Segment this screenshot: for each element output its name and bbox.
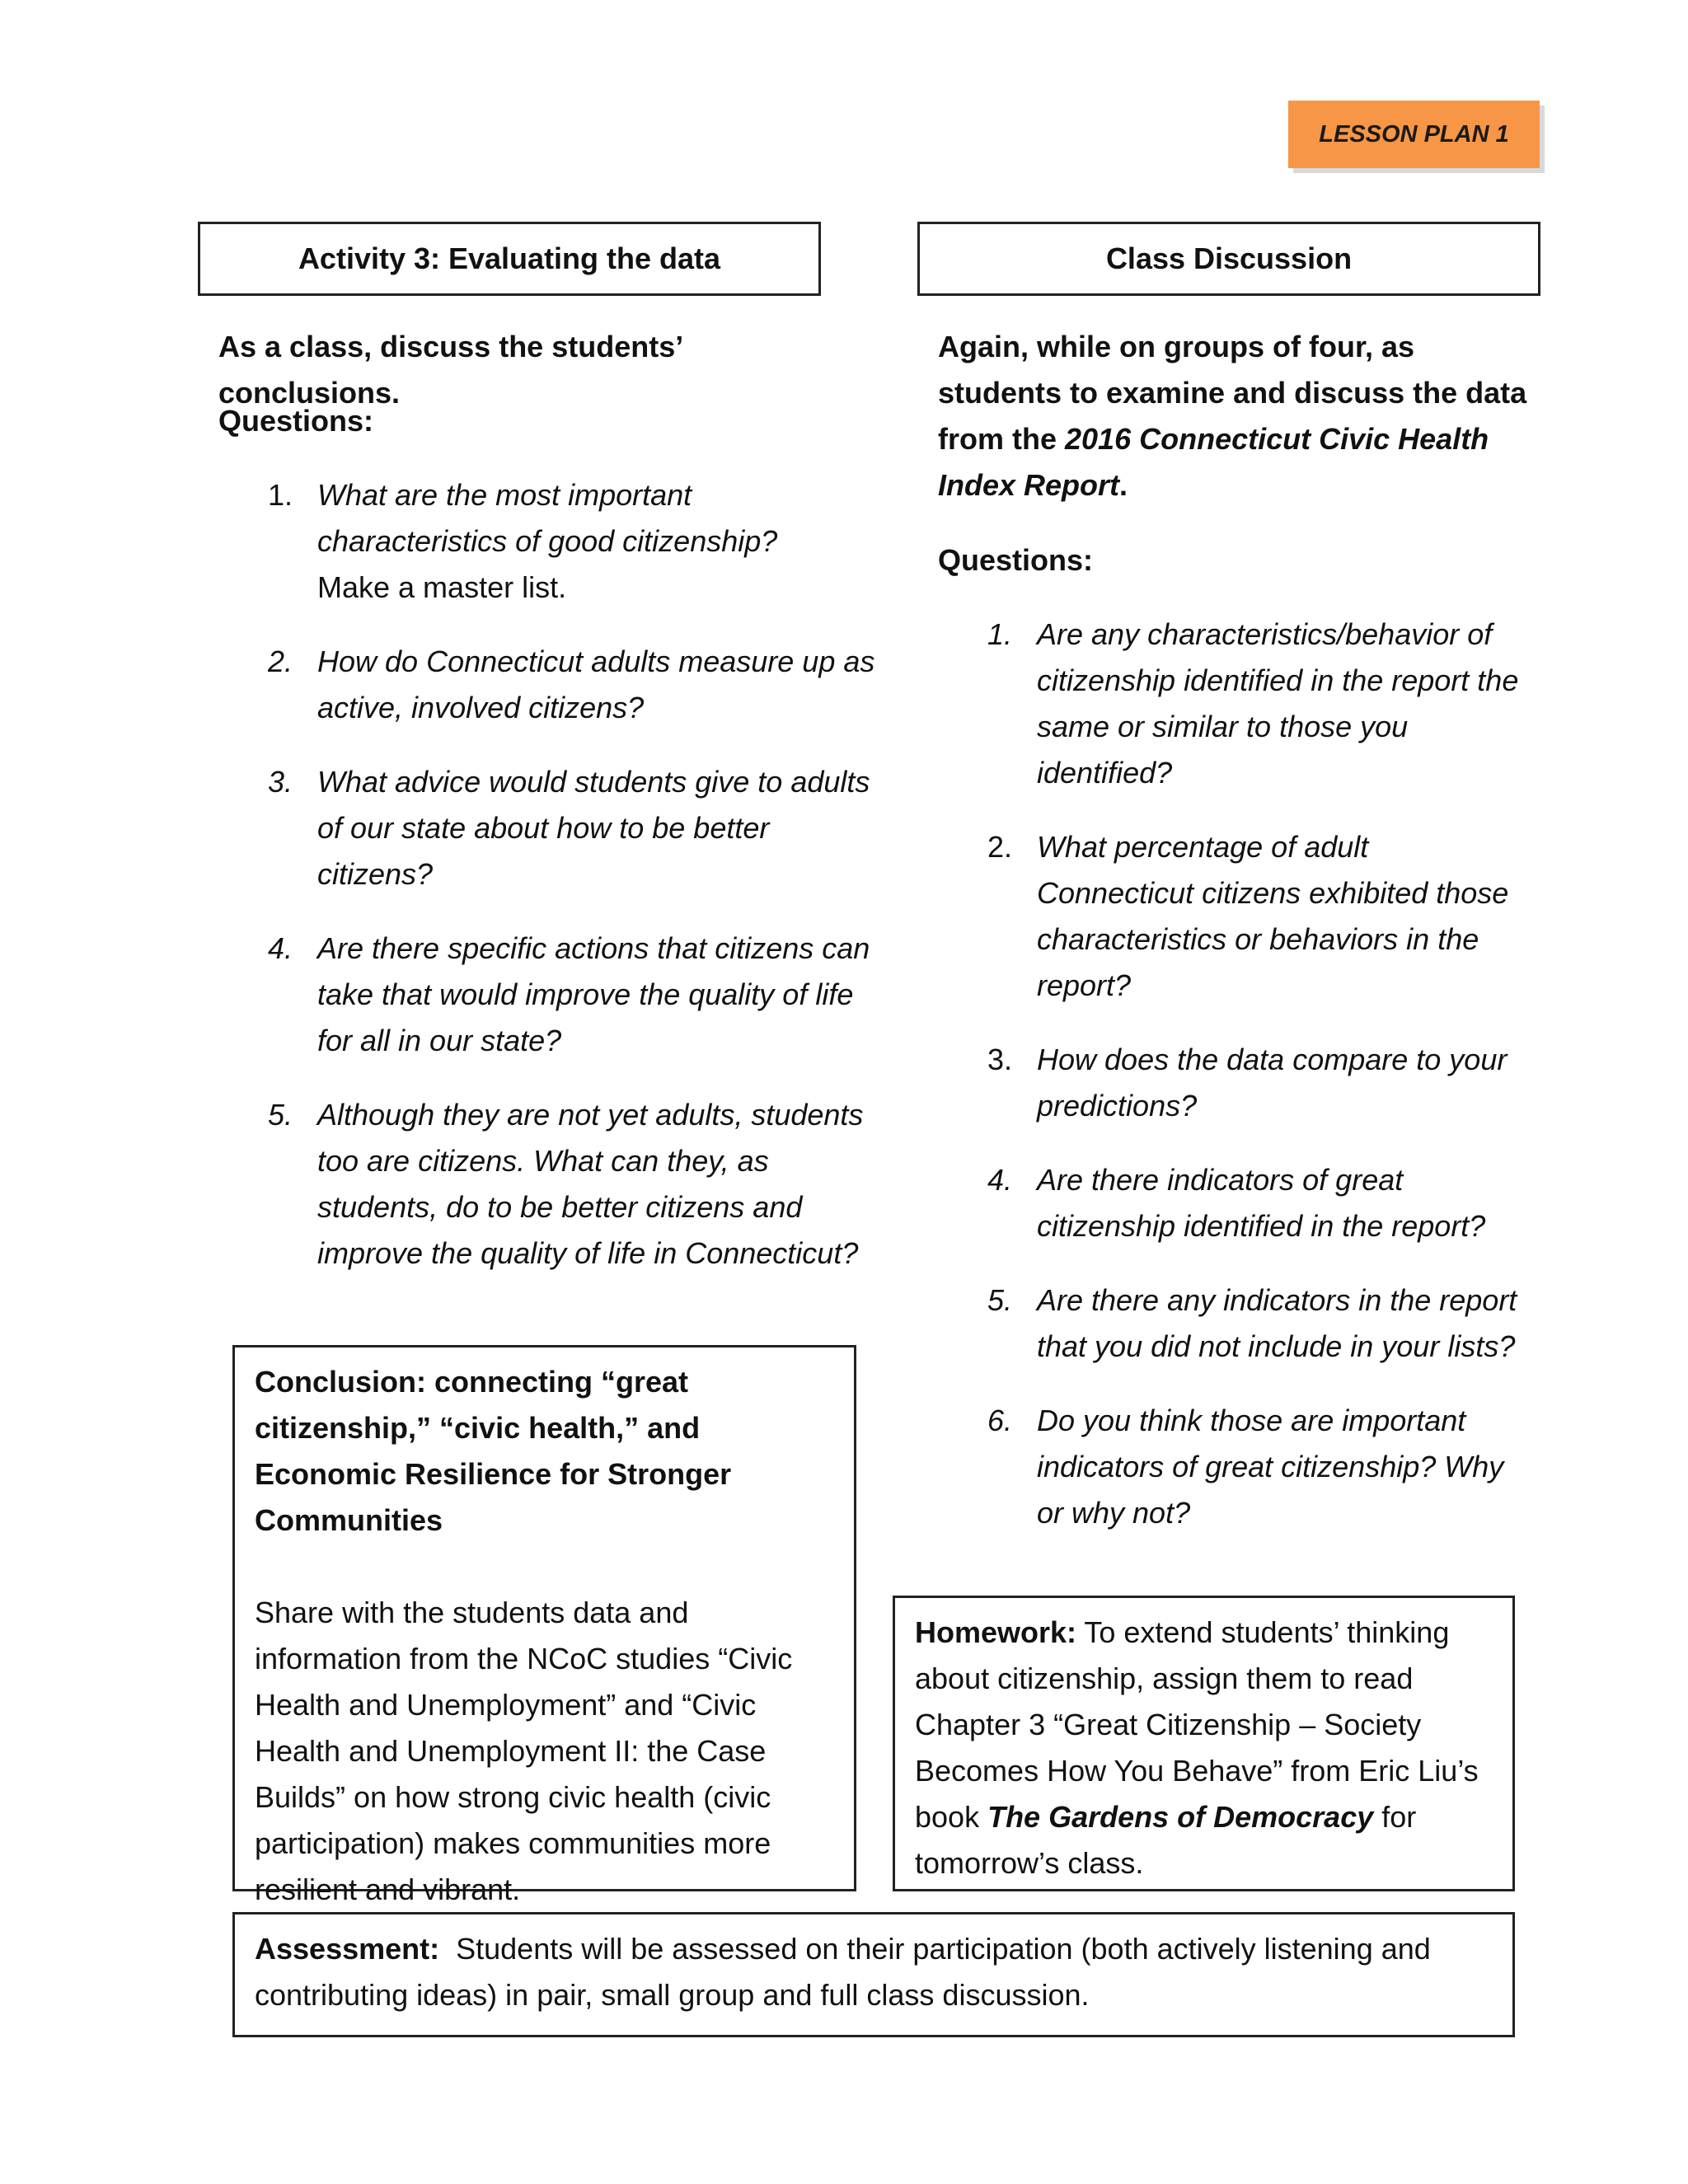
list-item: 2. What percentage of adult Connecticut citizens exhibited those characteristics or behaviors in the report? — [987, 830, 1509, 1002]
activity-title-box — [198, 222, 821, 296]
class-discussion-title: Class Discussion — [1105, 241, 1353, 275]
homework-box: Homework: To extend students’ thinking about citizenship, assign them to read Chapter 3 “Great Citizenship – Society Becomes How You Behave” from Eric Liu’s book The Gardens of Democracy for tomorrow’s class. — [893, 1596, 1515, 1891]
list-item: 3. What advice would students give to adults of our state about how to be better citizens? — [268, 765, 870, 891]
assessment-box — [232, 1912, 1515, 2037]
list-item: 1. What are the most important characteristics of good citizenship? Make a master list. — [268, 478, 778, 604]
book-title: The Gardens of Democracy — [987, 1800, 1374, 1834]
list-item: 4. Are there indicators of great citizenship identified in the report? — [987, 1163, 1486, 1243]
left-question-list — [268, 472, 878, 1277]
left-intro: As a class, discuss the students’ conclusions. — [218, 330, 682, 410]
lesson-plan-tag: LESSON PLAN 1 — [1288, 101, 1540, 168]
conclusion-body: Share with the students data and information from the NCoC studies “Civic Health and Unemployment” and “Civic Health and Unemployment II: the Case Builds” on how strong civic health (civic participation) makes communities more resilient and vibrant. — [255, 1596, 793, 1906]
homework-label: Homework: — [915, 1615, 1077, 1649]
right-question-list — [987, 612, 1531, 1536]
right-intro: Again, while on groups of four, as students to examine and discuss the data from the 2016 Connecticut Civic Health Index Report. — [938, 330, 1527, 502]
right-questions-label: Questions: — [938, 543, 1094, 577]
assessment-label: Assessment: — [255, 1932, 440, 1966]
list-item: 6. Do you think those are important indicators of great citizenship? Why or why not? — [987, 1404, 1504, 1530]
conclusion-box — [232, 1345, 856, 1906]
list-item: 5. Although they are not yet adults, students too are citizens. What can they, as students, do to be better citizens and improve the quality of life in Connecticut? — [268, 1098, 864, 1270]
list-item: 3. How does the data compare to your predictions? — [987, 1043, 1507, 1122]
list-item: 4. Are there specific actions that citizens can take that would improve the quality of life for all in our state? — [268, 931, 870, 1057]
list-item: 5. Are there any indicators in the report that you did not include in your lists? — [987, 1283, 1517, 1363]
list-item: 1. Are any characteristics/behavior of citizenship identified in the report the same or similar to those you identified? — [987, 617, 1519, 790]
assessment-text: Students will be assessed on their participation (both actively listening and contributing ideas) in pair, small group and full class discussion. — [255, 1932, 1439, 2012]
left-questions-label: Questions: — [218, 404, 374, 438]
conclusion-title: Conclusion: connecting “great citizenship,” “civic health,” and Economic Resilience for Stronger Communities — [255, 1365, 732, 1537]
activity-title: Activity 3: Evaluating the data — [298, 241, 721, 275]
class-discussion-title-box — [917, 222, 1540, 296]
homework-text: To extend students’ thinking about citizenship, assign them to read Chapter 3 “Great Citizenship – Society Becomes How You Behave” from Eric Liu’s book — [915, 1615, 1479, 1834]
list-item: 2. How do Connecticut adults measure up as active, involved citizens? — [268, 644, 875, 724]
